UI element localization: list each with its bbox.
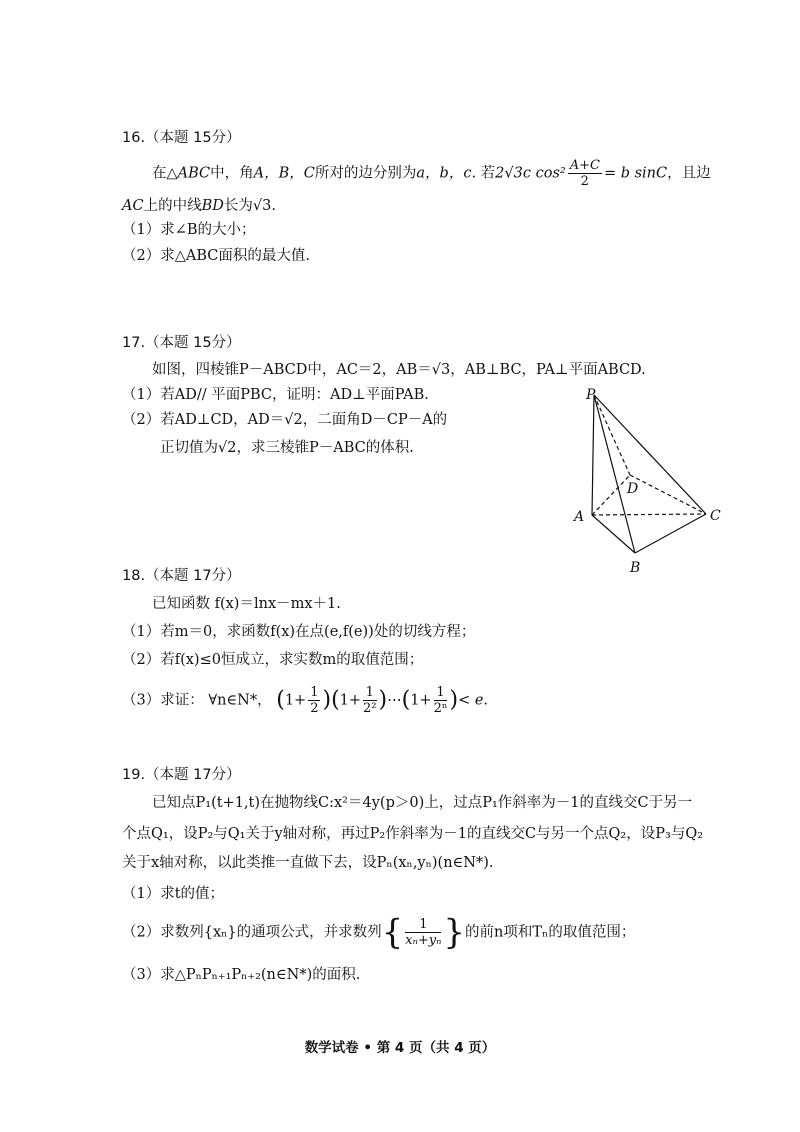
edge-pb [594,395,635,553]
vertex-label-d: D [627,481,639,497]
q19-line2: 个点Q₁，设P₂与Q₁关于y轴对称，再过P₂作斜率为－1的直线交C与另一个点Q₂，设P₃与Q₂ [122,826,704,842]
q19-header: 19.（本题 17分） [122,767,241,783]
page-footer: 数学试卷 • 第 4 页（共 4 页） [304,1040,496,1056]
q16-part1: （1）求∠B的大小； [122,222,256,238]
edge-pc [594,395,706,514]
q19-line1: 已知点P₁(t+1,t)在抛物线C:x²＝4y(p＞0)上，过点P₁作斜率为－1的直线交C于另一 [152,795,693,811]
q19-part2: （2）求数列{xₙ}的通项公式，并求数列{ $\frac{1}{\text{xₙ+yₙ}}$ }的前n项和Tₙ的取值范围； [122,912,636,953]
vertex-label-a: A [574,509,585,525]
q16-line2: AC上的中线BD长为√3. [122,198,276,214]
vertex-label-c: C [710,508,721,524]
edge-ac [592,514,706,515]
q16-part2: （2）求△ABC面积的最大值. [122,248,310,264]
q17-part2-b: 正切值为√2，求三棱锥P－ABC的体积. [160,440,414,456]
q16-header: 16.（本题 15分） [122,130,241,146]
q18-part3: （3）求证： ∀n∈N*， (1+ $\frac{1}{2}$ )(1+ $\frac{1}{\text{2²}}$ )⋯(1+ $\frac{1}{\text{2ⁿ}}$ )< e. [122,685,489,716]
vertex-label-p: P [586,387,596,403]
q16-equation-right: = b sinC [603,165,668,182]
q17-header: 17.（本题 15分） [122,335,241,351]
q19-part3: （3）求△PₙPₙ₊₁Pₙ₊₂(n∈N*)的面积. [122,967,361,983]
q17-intro: 如图，四棱锥P－ABCD中，AC＝2，AB＝√3，AB⊥BC，PA⊥平面ABCD. [152,362,646,378]
q18-header: 18.（本题 17分） [122,568,241,584]
q16-equation-left: 2√3c cos² [495,165,566,182]
q16-fraction: $\frac{A+C}{2}$ [569,158,600,189]
edge-dc [630,475,706,514]
q16-line1: 在△ABC中，角A，B，C所对的边分别为a，b，c. 若2√3c cos² $\frac{A+C}{2}$ = b sinC，且边 [152,158,711,189]
edge-bc [635,514,706,553]
edge-ad [592,475,630,515]
q19-line3: 关于x轴对称，以此类推一直做下去，设Pₙ(xₙ,yₙ)(n∈N*). [122,855,494,871]
vertex-label-b: B [630,560,641,576]
q18-part1: （1）若m＝0，求函数f(x)在点(e,f(e))处的切线方程； [122,624,476,640]
q17-part2-a: （2）若AD⊥CD，AD＝√2，二面角D－CP－A的 [122,412,448,428]
q19-part1: （1）求t的值； [122,886,225,902]
q18-part2: （2）若f(x)≤0恒成立，求实数m的取值范围； [122,652,424,668]
edge-pa [592,395,594,515]
q17-part1: （1）若AD// 平面PBC，证明：AD⊥平面PAB. [122,387,429,403]
q18-intro: 已知函数 f(x)＝lnx－mx＋1. [152,596,341,612]
edge-ab [592,515,635,553]
pyramid-figure [570,385,740,585]
